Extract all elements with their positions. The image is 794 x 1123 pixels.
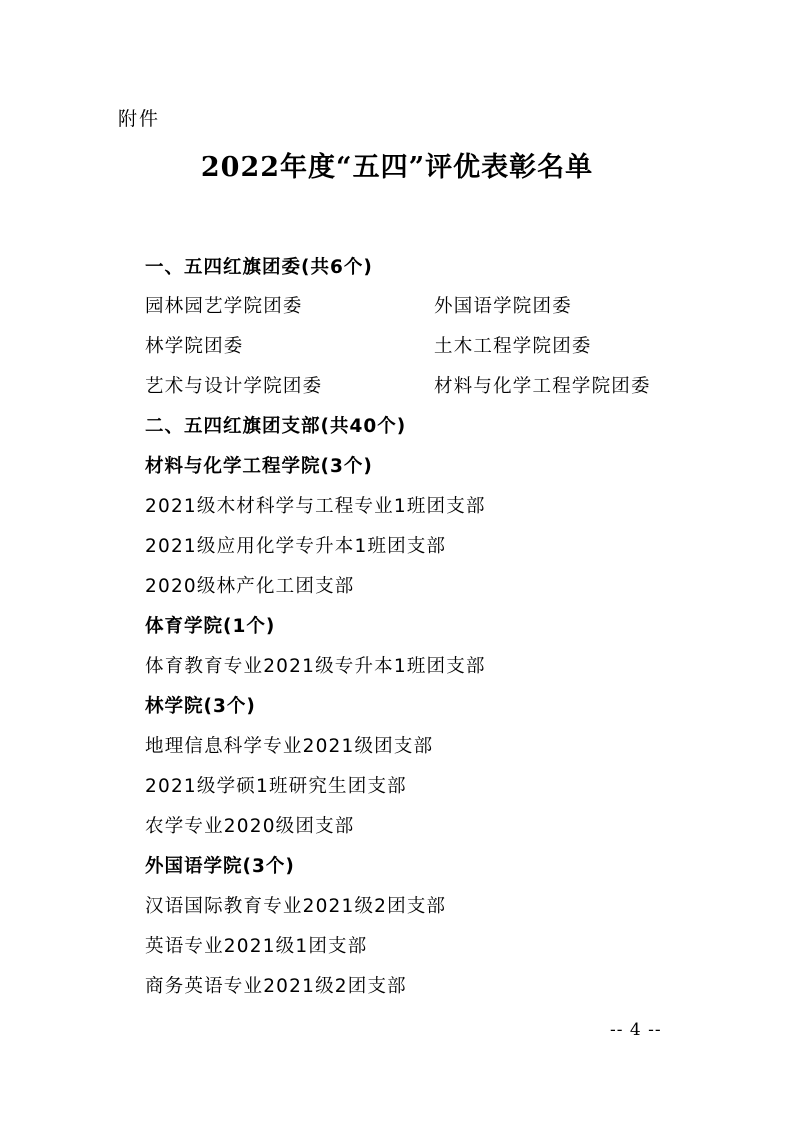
- branch-item: 地理信息科学专业2021级团支部: [145, 736, 434, 757]
- branch-item: 2021级木材科学与工程专业1班团支部: [145, 496, 486, 517]
- section1-item: 土木工程学院团委: [434, 336, 592, 357]
- branch-item: 体育教育专业2021级专升本1班团支部: [145, 656, 486, 677]
- college-heading: 体育学院(1个): [145, 616, 276, 637]
- section2-heading: 二、五四红旗团支部(共40个): [145, 416, 407, 437]
- section1-item: 材料与化学工程学院团委: [434, 376, 651, 397]
- branch-item: 汉语国际教育专业2021级2团支部: [145, 896, 447, 917]
- section1-item: 园林园艺学院团委: [145, 296, 303, 317]
- college-heading: 材料与化学工程学院(3个): [145, 456, 373, 477]
- section1-item: 林学院团委: [145, 336, 244, 357]
- college-heading: 林学院(3个): [145, 696, 256, 717]
- page-number: -- 4 --: [610, 1020, 662, 1040]
- section1-item: 艺术与设计学院团委: [145, 376, 323, 397]
- section1-heading: 一、五四红旗团委(共6个): [145, 257, 373, 278]
- attachment-label: 附件: [118, 108, 161, 130]
- branch-item: 2020级林产化工团支部: [145, 576, 355, 597]
- college-heading: 外国语学院(3个): [145, 856, 295, 877]
- branch-item: 2021级应用化学专升本1班团支部: [145, 536, 447, 557]
- branch-item: 英语专业2021级1团支部: [145, 936, 368, 957]
- branch-item: 商务英语专业2021级2团支部: [145, 976, 407, 997]
- section1-item: 外国语学院团委: [434, 296, 572, 317]
- document-title: 2022年度“五四”评优表彰名单: [200, 152, 594, 183]
- branch-item: 2021级学硕1班研究生团支部: [145, 776, 407, 797]
- branch-item: 农学专业2020级团支部: [145, 816, 355, 837]
